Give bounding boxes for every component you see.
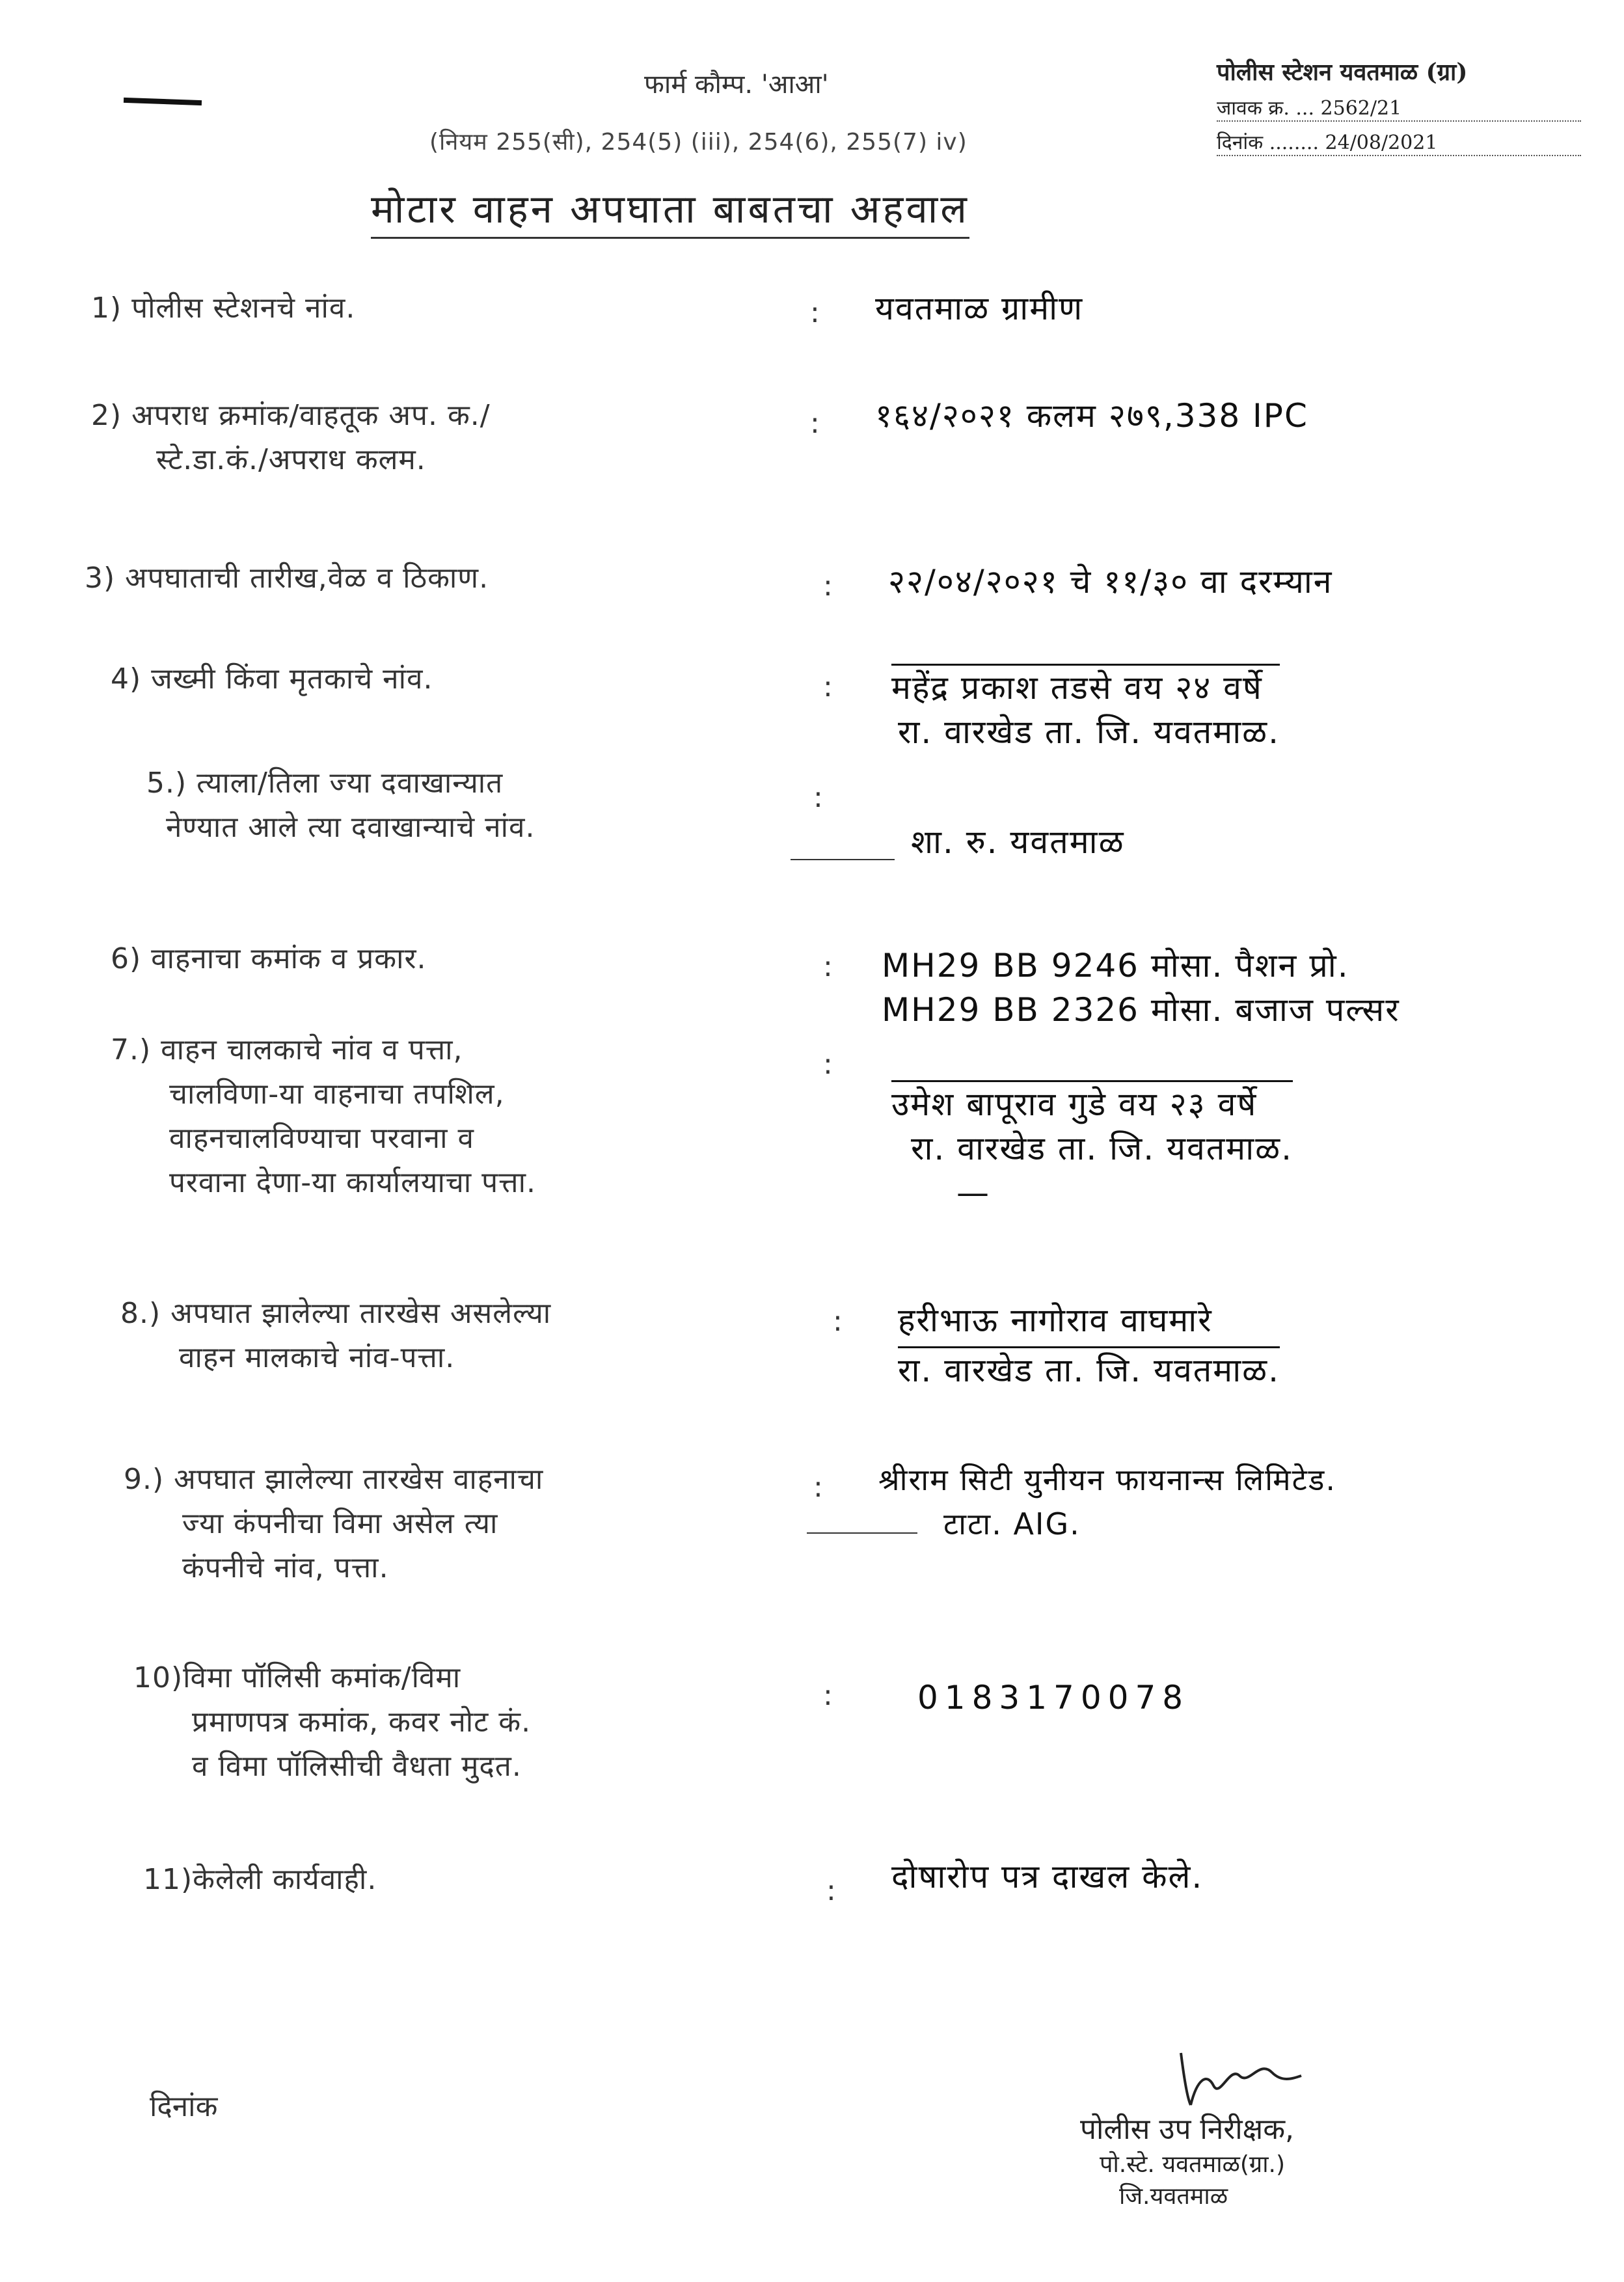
field-label-line: कंपनीचे नांव, पत्ता. [182,1551,389,1584]
field-answer-line: शा. रु. यवतमाळ [911,823,1125,861]
officer-station: पो.स्टे. यवतमाळ(ग्रा.) [1100,2151,1286,2178]
field-8-colon: : [833,1305,843,1338]
form-title: फार्म कौम्प. 'आआ' [644,70,829,100]
field-label-line: 5.) त्याला/तिला ज्या दवाखान्यात [146,767,504,800]
field-answer-line: रा. वारखेड ता. जि. यवतमाळ. [898,1346,1280,1392]
field-7-label [111,1028,536,1205]
field-8-answer [898,1298,1280,1392]
field-answer-line: २२/०४/२०२१ चे ११/३० वा दरम्यान [888,563,1333,601]
field-label-line: 8.) अपघात झालेल्या तारखेस असलेल्या [120,1297,552,1330]
field-1-answer [875,286,1083,331]
stamp-outward-number: जावक क्र. ... 2562/21 [1217,94,1581,122]
stamp-date: दिनांक ........ 24/08/2021 [1217,128,1581,156]
field-9-answer [878,1458,1336,1546]
field-label-line: 2) अपराध क्रमांक/वाहतूक अप. क./ [91,399,491,432]
field-3-answer [888,560,1333,604]
field-label-line: वाहन मालकाचे नांव-पत्ता. [179,1341,455,1374]
field-label-line: वाहनचालविण्याचा परवाना व [169,1122,474,1155]
field-answer-line: रा. वारखेड ता. जि. यवतमाळ. [911,1130,1293,1167]
field-5-answer [911,820,1125,864]
field-11-label [143,1858,377,1902]
field-label-line: नेण्यात आले त्या दवाखान्याचे नांव. [166,811,535,844]
field-answer-line: उमेश बापूराव गुडे वय २३ वर्षे [891,1080,1293,1126]
field-2-label [91,394,491,482]
field-4-answer [891,664,1280,754]
field-label-line: प्रमाणपत्र कमांक, कवर नोट कं. [192,1705,532,1739]
officer-title: पोलीस उप निरीक्षक, [1080,2113,1294,2146]
field-4-colon: : [823,670,833,703]
field-5-underline [791,859,895,860]
rules-reference: (नियम 255(सी), 254(5) (iii), 254(6), 255(7) iv) [429,129,968,156]
field-label-line: 9.) अपघात झालेल्या तारखेस वाहनाचा [124,1463,544,1496]
field-answer-line: टाटा. AIG. [943,1506,1081,1542]
field-answer-line: 0183170078 [917,1679,1190,1717]
field-11-answer [891,1854,1203,1899]
field-label-line: 6) वाहनाचा कमांक व प्रकार. [111,942,427,975]
field-answer-line: रा. वारखेड ता. जि. यवतमाळ. [898,713,1280,751]
field-answer-line: श्रीराम सिटी युनीयन फायनान्स लिमिटेड. [878,1462,1337,1497]
field-10-label [133,1656,531,1789]
field-answer-line: यवतमाळ ग्रामीण [875,290,1084,327]
field-label-line: 3) अपघाताची तारीख,वेळ व ठिकाण. [85,562,489,595]
field-answer-line: दोषारोप पत्र दाखल केले. [891,1858,1204,1895]
field-label-line: स्टे.डा.कं./अपराध कलम. [156,443,426,476]
field-1-colon: : [810,296,820,329]
field-label-line: 11)केलेली कार्यवाही. [143,1863,377,1896]
field-label-line: परवाना देणा-या कार्यालयाचा पत्ता. [169,1166,536,1199]
field-label-line: 4) जख्मी किंवा मृतकाचे नांव. [111,662,433,696]
field-9-label [124,1458,543,1590]
officer-designation [1080,2108,1444,2211]
margin-dash-mark [124,98,202,105]
field-2-colon: : [810,407,820,440]
field-answer-line: — [956,1174,990,1212]
field-3-colon: : [823,569,833,603]
field-6-colon: : [823,950,833,983]
field-4-label [111,657,433,701]
field-1-label [91,286,355,331]
field-label-line: 10)विमा पॉलिसी कमांक/विमा [133,1661,461,1694]
field-answer-line: १६४/२०२१ कलम २७९,338 IPC [875,397,1308,435]
field-8-label [120,1292,551,1380]
field-10-answer [917,1676,1189,1720]
field-3-label [85,556,489,601]
field-7-colon: : [823,1048,833,1081]
field-7-answer [891,1080,1293,1215]
field-answer-line: हरीभाऊ नागोराव वाघमारे [898,1301,1213,1339]
field-10-colon: : [823,1679,833,1712]
field-6-label [111,937,426,981]
officer-district: जि.यवतमाळ [1119,2183,1228,2210]
field-5-colon: : [813,781,823,814]
field-2-answer [875,394,1308,438]
field-label-line: चालविणा-या वाहनाचा तपशिल, [169,1078,505,1111]
stamp-station-name: पोलीस स्टेशन यवतमाळ (ग्रा) [1217,59,1468,86]
field-label-line: 1) पोलीस स्टेशनचे नांव. [91,292,356,325]
field-6-answer [882,944,1400,1032]
field-label-line: ज्या कंपनीचा विमा असेल त्या [182,1507,498,1540]
field-label-line: व विमा पॉलिसीची वैधता मुदत. [192,1750,522,1783]
field-5-label [146,761,535,850]
field-label-line: 7.) वाहन चालकाचे नांव व पत्ता, [111,1033,463,1066]
field-answer-line: महेंद्र प्रकाश तडसे वय २४ वर्षे [891,664,1280,710]
report-title: मोटार वाहन अपघाता बाबतचा अहवाल [371,181,969,239]
field-11-colon: : [826,1874,836,1907]
field-9-colon: : [813,1471,823,1504]
police-station-stamp [1217,55,1581,156]
field-answer-line: MH29 BB 2326 मोसा. बजाज पल्सर [882,991,1400,1029]
field-answer-line: MH29 BB 9246 मोसा. पैशन प्रो. [882,947,1349,985]
date-label: दिनांक [150,2090,218,2123]
